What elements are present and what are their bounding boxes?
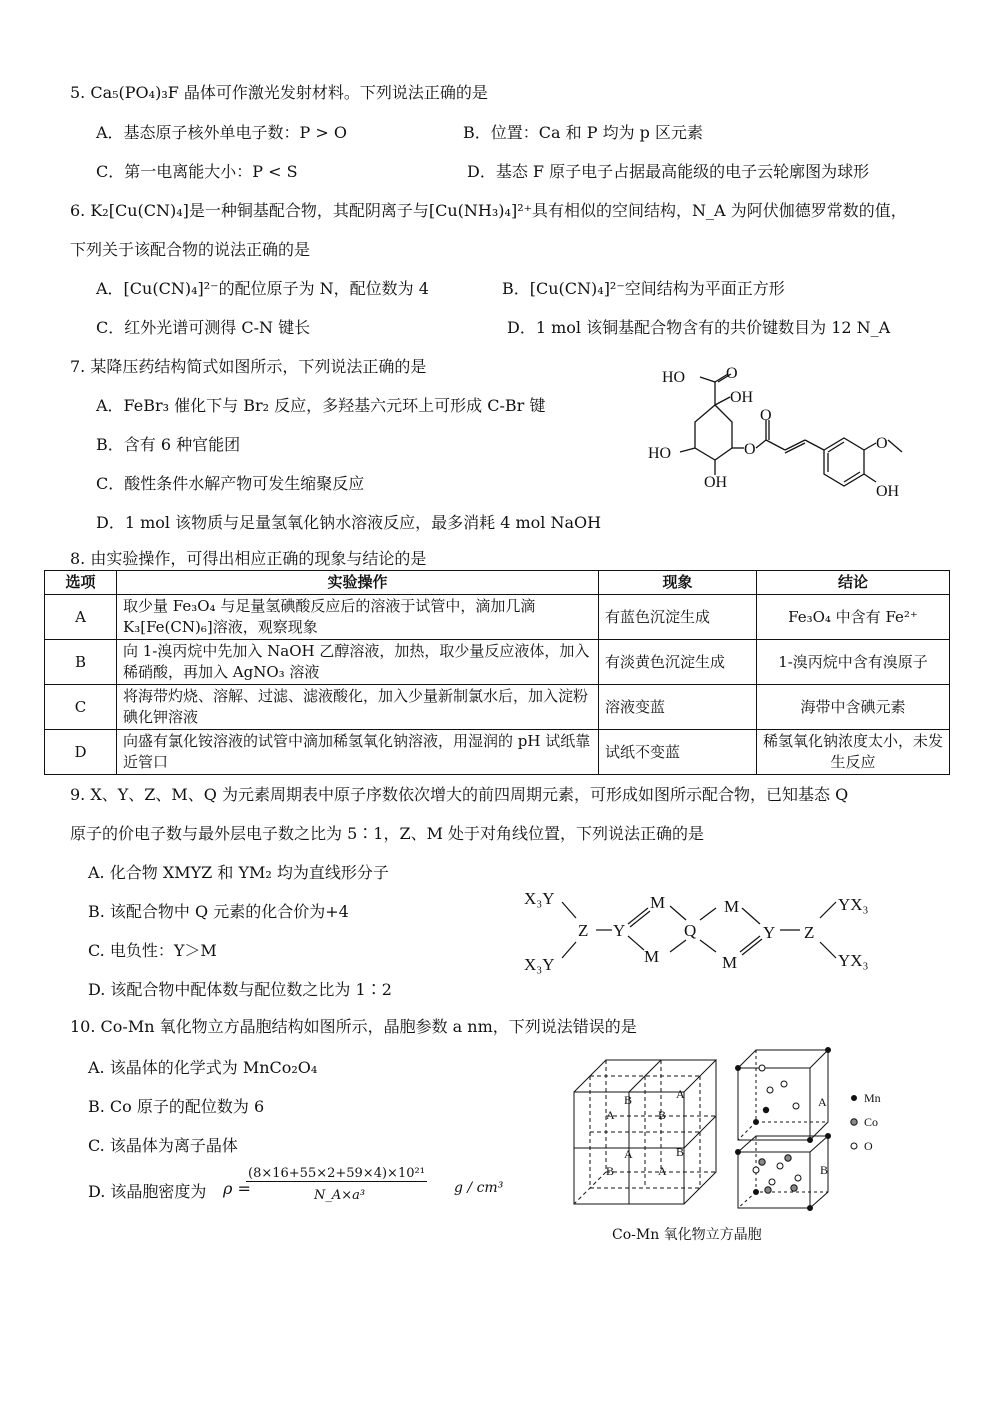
q7-option-b: B．含有 6 种官能团: [96, 435, 241, 454]
row-b-operation: 向 1-溴丙烷中先加入 NaOH 乙醇溶液，加热，取少量反应液体，加入稀硝酸，再加入 AgNO₃ 溶液: [117, 640, 599, 685]
legend-mn: Mn: [864, 1091, 881, 1105]
q9-label-m4: M: [722, 953, 738, 972]
q6-option-c: C．红外光谱可测得 C-N 键长: [96, 318, 311, 337]
row-d-conclusion: 稀氢氧化钠浓度太小，未发生反应: [757, 730, 950, 775]
row-a-operation: 取少量 Fe₃O₄ 与足量氢碘酸反应后的溶液于试管中，滴加几滴 K₃[Fe(CN)₆]溶液，观察现象: [117, 595, 599, 640]
q10-option-a: A. 该晶体的化学式为 MnCo₂O₄: [88, 1058, 318, 1077]
row-d-phenomenon: 试纸不变蓝: [599, 730, 757, 775]
q7-option-c: C．酸性条件水解产物可发生缩聚反应: [96, 474, 365, 493]
q5-option-b: B．位置：Ca 和 P 均为 p 区元素: [463, 123, 703, 142]
q10-figure-caption: Co-Mn 氧化物立方晶胞: [612, 1227, 762, 1243]
cell-label-8: B: [676, 1145, 685, 1159]
q9-stem-line2: 原子的价电子数与最外层电子数之比为 5∶1，Z、M 处于对角线位置，下列说法正确的是: [70, 824, 705, 843]
row-c-phenomenon: 溶液变蓝: [599, 685, 757, 730]
q5-option-a: A．基态原子核外单电子数：P > O: [96, 123, 348, 142]
q5-option-c: C．第一电离能大小：P < S: [96, 162, 298, 181]
q10-option-c: C. 该晶体为离子晶体: [88, 1136, 238, 1155]
q7-label-ho-left: HO: [648, 445, 672, 462]
q7-structure-diagram: [640, 360, 930, 500]
row-b-phenomenon: 有淡黄色沉淀生成: [599, 640, 757, 685]
row-c-conclusion: 海带中含碘元素: [757, 685, 950, 730]
q8-stem: 8. 由实验操作，可得出相应正确的现象与结论的是: [70, 549, 427, 568]
small-cube-label-a: A: [818, 1095, 827, 1109]
row-b-option: B: [45, 640, 117, 685]
q6-option-a: A．[Cu(CN)₄]²⁻的配位原子为 N，配位数为 4: [96, 279, 429, 298]
header-option: 选项: [45, 571, 117, 595]
row-b-conclusion: 1-溴丙烷中含有溴原子: [757, 640, 950, 685]
small-cube-label-b: B: [820, 1163, 829, 1177]
table-row: [45, 730, 950, 775]
q9-option-c: C. 电负性：Y＞M: [88, 941, 217, 960]
q7-label-o-ester-carbonyl: O: [760, 407, 772, 424]
q5-option-d: D．基态 F 原子电子占据最高能级的电子云轮廓图为球形: [467, 162, 870, 181]
cell-label-4: A: [676, 1087, 685, 1101]
cell-label-3: B: [658, 1108, 667, 1122]
q9-label-z-left: Z: [578, 921, 589, 940]
table-row: [45, 685, 950, 730]
q10-option-b: B. Co 原子的配位数为 6: [88, 1097, 265, 1116]
q10-density-unit: g / cm³: [454, 1180, 504, 1196]
row-d-option: D: [45, 730, 117, 775]
q10-density-numerator: (8×16+55×2+59×4)×10²¹: [248, 1166, 425, 1181]
header-conclusion: 结论: [757, 571, 950, 595]
cell-label-1: A: [606, 1108, 615, 1122]
q7-option-d: D．1 mol 该物质与足量氢氧化钠水溶液反应，最多消耗 4 mol NaOH: [96, 513, 602, 532]
q6-stem-line1: 6. K₂[Cu(CN)₄]是一种铜基配合物，其配阴离子与[Cu(NH₃)₄]²⁺具有相似的空间结构，N_A 为阿伏伽德罗常数的值，: [70, 201, 907, 220]
q9-label-yx3-top: YX₃: [838, 895, 869, 914]
q9-label-y-left: Y: [613, 921, 626, 940]
cell-label-6: A: [624, 1147, 633, 1161]
cell-label-5: B: [606, 1164, 615, 1178]
row-a-option: A: [45, 595, 117, 640]
q10-density-rho: ρ =: [223, 1179, 251, 1198]
row-c-operation: 将海带灼烧、溶解、过滤、滤液酸化，加入少量新制氯水后，加入淀粉碘化钾溶液: [117, 685, 599, 730]
q9-option-b: B. 该配合物中 Q 元素的化合价为+4: [88, 902, 349, 921]
q9-stem-line1: 9. X、Y、Z、M、Q 为元素周期表中原子序数依次增大的前四周期元素，可形成如图所示配合物，已知基态 Q: [70, 785, 849, 804]
q9-label-yx3-bottom: YX₃: [838, 951, 869, 970]
q10-crystal-figure: [566, 1040, 906, 1220]
cell-label-7: A: [658, 1164, 667, 1178]
q9-complex-diagram: [520, 880, 890, 980]
header-phenomenon: 现象: [599, 571, 757, 595]
q9-label-m2: M: [644, 947, 660, 966]
q7-label-oh-phenol: OH: [876, 483, 900, 500]
q7-label-oh-ring: OH: [730, 389, 754, 406]
legend-co: Co: [864, 1115, 879, 1129]
q7-label-oh-bottom: OH: [704, 474, 728, 491]
row-c-option: C: [45, 685, 117, 730]
q9-label-m3: M: [724, 897, 740, 916]
q9-label-x3y-bottom: X₃Y: [524, 955, 555, 974]
q7-label-o-carbonyl: O: [726, 365, 738, 382]
q7-label-o-methoxy: O: [876, 435, 888, 452]
q9-label-m1: M: [650, 893, 666, 912]
q9-label-q: Q: [684, 921, 697, 940]
row-a-phenomenon: 有蓝色沉淀生成: [599, 595, 757, 640]
q6-stem-line2: 下列关于该配合物的说法正确的是: [70, 240, 311, 259]
q5-stem: 5. Ca₅(PO₄)₃F 晶体可作激光发射材料。下列说法正确的是: [70, 83, 488, 102]
q7-stem: 7. 某降压药结构简式如图所示，下列说法正确的是: [70, 357, 427, 376]
q6-option-b: B．[Cu(CN)₄]²⁻空间结构为平面正方形: [502, 279, 785, 298]
q7-label-ho-top: HO: [662, 369, 686, 386]
q6-option-d: D．1 mol 该铜基配合物含有的共价键数目为 12 N_A: [507, 318, 891, 337]
cell-label-2: B: [624, 1093, 633, 1107]
q10-density-denominator: N_A×a³: [314, 1188, 366, 1203]
header-operation: 实验操作: [117, 571, 599, 595]
legend-o: O: [864, 1139, 873, 1153]
q9-option-a: A. 化合物 XMYZ 和 YM₂ 均为直线形分子: [88, 863, 389, 882]
q7-option-a: A．FeBr₃ 催化下与 Br₂ 反应，多羟基六元环上可形成 C-Br 键: [96, 396, 546, 415]
q8-table: [44, 570, 950, 775]
table-row: [45, 640, 950, 685]
q10-stem: 10. Co-Mn 氧化物立方晶胞结构如图所示，晶胞参数 a nm，下列说法错误的是: [70, 1017, 637, 1036]
q10-option-d-prefix: D. 该晶胞密度为: [88, 1182, 207, 1201]
row-a-conclusion: Fe₃O₄ 中含有 Fe²⁺: [757, 595, 950, 640]
table-row: [45, 595, 950, 640]
q7-label-o-ester: O: [744, 441, 756, 458]
q9-option-d: D. 该配合物中配体数与配位数之比为 1∶2: [88, 980, 392, 999]
q9-label-x3y-top: X₃Y: [524, 889, 555, 908]
row-d-operation: 向盛有氯化铵溶液的试管中滴加稀氢氧化钠溶液，用湿润的 pH 试纸靠近管口: [117, 730, 599, 775]
table-header-row: [45, 571, 950, 595]
q9-label-y-right: Y: [763, 923, 776, 942]
q9-label-z-right: Z: [804, 923, 815, 942]
